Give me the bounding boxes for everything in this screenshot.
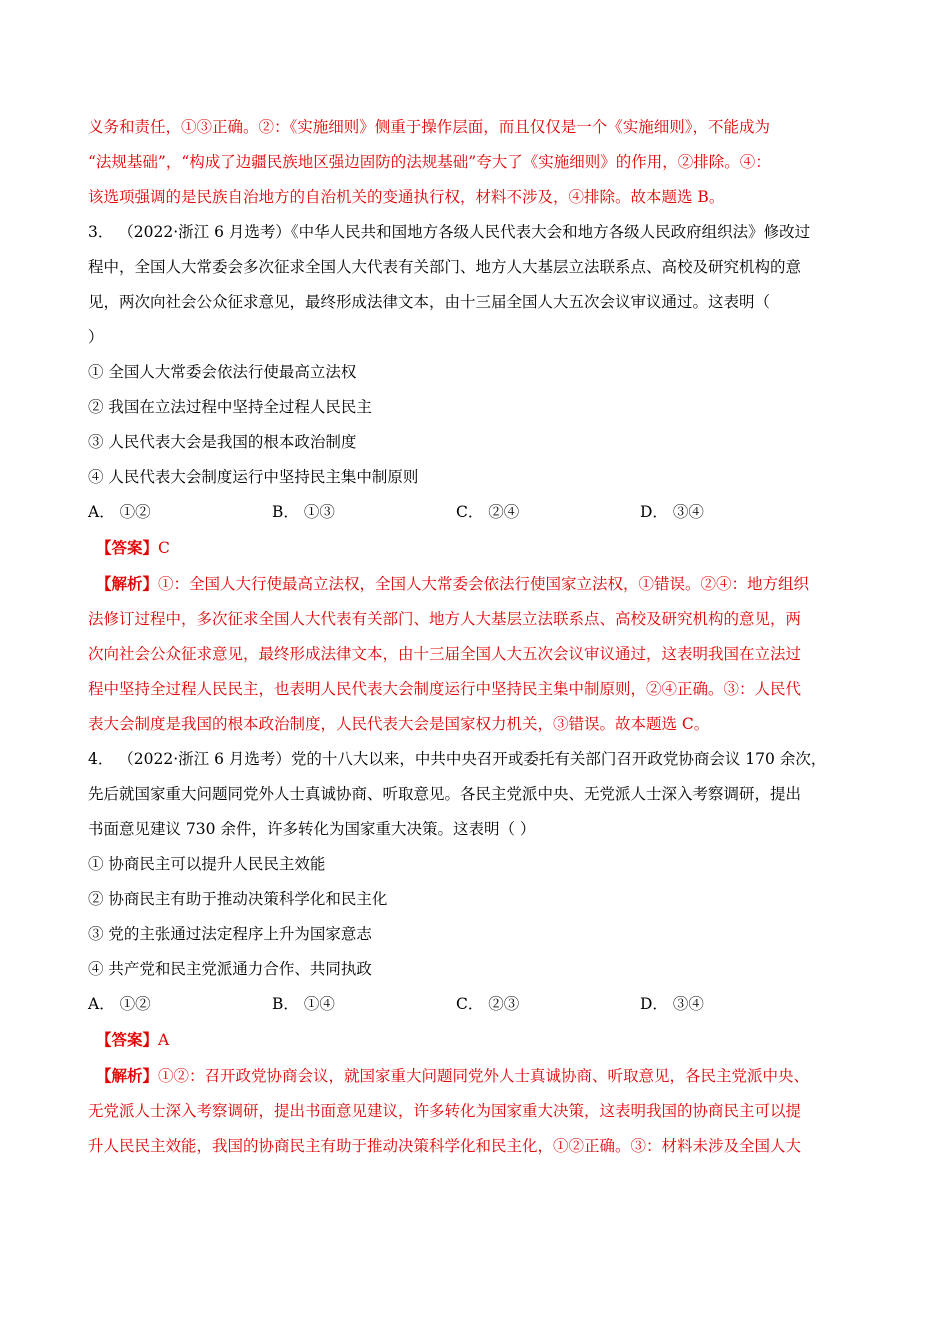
question-4 (88, 742, 866, 1164)
question-stem-line: 书面意见建议 730 余件，许多转化为国家重大决策。这表明（ ） (88, 820, 536, 838)
question-stem-line: 4． （2022·浙江 6 月选考）党的十八大以来，中共中央召开或委托有关部门召开政党协商会议 170 余次， (88, 750, 827, 768)
analysis-line: 程中坚持全过程人民民主，也表明人民代表大会制度运行中坚持民主集中制原则，②④正确。③：人民代 (88, 680, 802, 698)
document-content (88, 110, 866, 1164)
question-stem-line: 先后就国家重大问题同党外人士真诚协商、听取意见。各民主党派中央、无党派人士深入考察调研，提出 (88, 785, 802, 803)
analysis-text: ①②：召开政党协商会议，就国家重大问题同党外人士真诚协商、听取意见，各民主党派中央、 (158, 1067, 810, 1085)
analysis-label: 【解析】 (96, 574, 159, 593)
question-stem-line: 3． （2022·浙江 6 月选考）《中华人民共和国地方各级人民代表大会和地方各级人民政府组织法》修改过 (88, 223, 811, 241)
statement-item: ③ 人民代表大会是我国的根本政治制度 (88, 433, 357, 451)
answer-label: 【答案】 (96, 538, 159, 557)
option-a: A． ①② (88, 995, 151, 1013)
answer-label: 【答案】 (96, 1030, 159, 1049)
option-d: D． ③④ (640, 503, 704, 521)
answer-value: C (158, 539, 170, 557)
analysis-line: 义务和责任，①③正确。②：《实施细则》侧重于操作层面，而且仅仅是一个《实施细则》，不能成为 (88, 118, 771, 136)
question-3 (88, 215, 866, 742)
question-stem-line: ） (88, 328, 104, 346)
analysis-line: 升人民民主效能，我国的协商民主有助于推动决策科学化和民主化，①②正确。③：材料未涉及全国人大 (88, 1137, 802, 1155)
option-c: C． ②③ (456, 995, 520, 1013)
statement-item: ③ 党的主张通过法定程序上升为国家意志 (88, 925, 372, 943)
analysis-line (88, 1058, 866, 1094)
statement-item: ② 协商民主有助于推动决策科学化和民主化 (88, 890, 388, 908)
analysis-line: 无党派人士深入考察调研，提出书面意见建议，许多转化为国家重大决策，这表明我国的协商民主可以提 (88, 1102, 802, 1120)
analysis-line: 法修订过程中，多次征求全国人大代表有关部门、地方人大基层立法联系点、高校及研究机构的意见，两 (88, 610, 802, 628)
analysis-line: 该选项强调的是民族自治地方的自治机关的变通执行权，材料不涉及，④排除。故本题选 B。 (88, 188, 725, 206)
statement-item: ④ 人民代表大会制度运行中坚持民主集中制原则 (88, 468, 419, 486)
analysis-line: “法规基础”，“构成了边疆民族地区强边固防的法规基础”夸大了《实施细则》的作用，②排除。④： (88, 153, 771, 171)
answer-line (88, 530, 866, 566)
option-b: B． ①③ (272, 503, 335, 521)
analysis-line: 表大会制度是我国的根本政治制度，人民代表大会是国家权力机关，③错误。故本题选 C。 (88, 715, 710, 733)
answer-options (88, 495, 866, 530)
statement-item: ② 我国在立法过程中坚持全过程人民民主 (88, 398, 372, 416)
answer-options (88, 987, 866, 1022)
statement-item: ① 协商民主可以提升人民民主效能 (88, 855, 326, 873)
option-b: B． ①④ (272, 995, 335, 1013)
analysis-line: 次向社会公众征求意见，最终形成法律文本，由十三届全国人大五次会议审议通过，这表明我国在立法过 (88, 645, 802, 663)
question-stem-line: 见，两次向社会公众征求意见，最终形成法律文本，由十三届全国人大五次会议审议通过。这表明（ (88, 293, 771, 311)
option-c: C． ②④ (456, 503, 520, 521)
analysis-label: 【解析】 (96, 1066, 159, 1085)
q2-analysis-tail (88, 110, 866, 215)
answer-line (88, 1022, 866, 1058)
analysis-line (88, 566, 866, 602)
option-a: A． ①② (88, 503, 151, 521)
statement-item: ① 全国人大常委会依法行使最高立法权 (88, 363, 357, 381)
option-d: D． ③④ (640, 995, 704, 1013)
analysis-text: ①：全国人大行使最高立法权，全国人大常委会依法行使国家立法权，①错误。②④：地方组织 (158, 575, 810, 593)
question-stem-line: 程中，全国人大常委会多次征求全国人大代表有关部门、地方人大基层立法联系点、高校及研究机构的意 (88, 258, 802, 276)
answer-value: A (158, 1031, 170, 1049)
statement-item: ④ 共产党和民主党派通力合作、共同执政 (88, 960, 372, 978)
